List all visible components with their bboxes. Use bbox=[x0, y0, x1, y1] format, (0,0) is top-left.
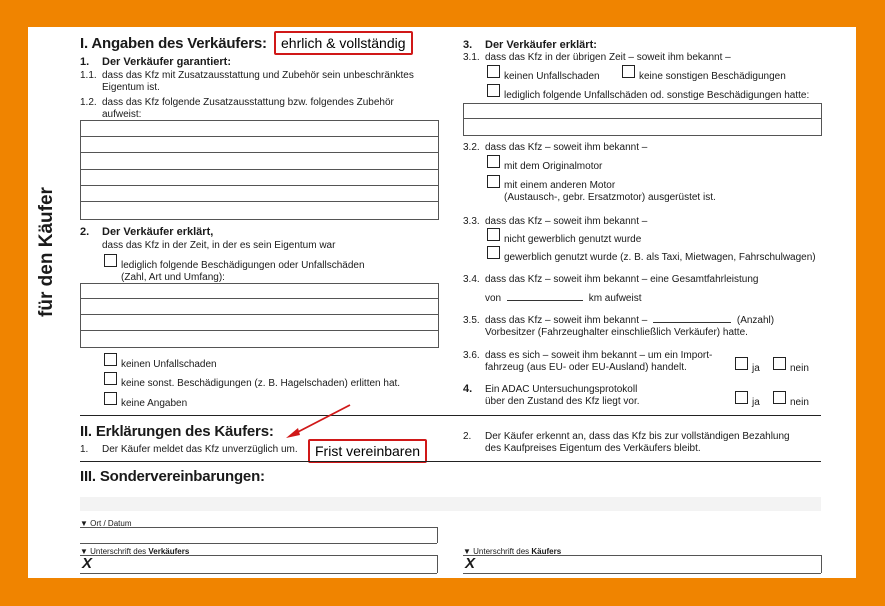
checkbox-adac-yes[interactable] bbox=[735, 391, 748, 404]
s2-text: dass das Kfz in der Zeit, in der es sein Eigentum war bbox=[102, 240, 336, 251]
buyer-sig-line bbox=[463, 573, 821, 574]
special-agreements-field[interactable] bbox=[80, 497, 821, 511]
buyer-signature-field[interactable] bbox=[479, 556, 819, 572]
s35-text: 3.5. dass das Kfz – soweit ihm bekannt – (Anzahl) Vorbesitzer (Fahrzeughalter einschließlich Verkäufer) hatte. bbox=[463, 315, 775, 338]
buyer-signature-label: ▼ Unterschrift des Käufers bbox=[463, 547, 562, 556]
callout-arrow bbox=[278, 401, 358, 441]
s31-opt2: keine sonstigen Beschädigungen bbox=[639, 71, 786, 82]
s2-title: 2. Der Verkäufer erklärt, bbox=[80, 226, 214, 238]
s11-text: 1.1. dass das Kfz mit Zusatzausstattung und Zubehör sein unbeschränktes Eigentum ist. bbox=[80, 70, 414, 93]
seller-signature-label: ▼ Unterschrift des Verkäufers bbox=[80, 547, 190, 556]
checkbox-not-commercial[interactable] bbox=[487, 228, 500, 241]
checkbox-damage-list[interactable] bbox=[104, 254, 117, 267]
arrow-head bbox=[286, 428, 300, 438]
section-divider-2 bbox=[80, 461, 821, 462]
s34-mileage: von km aufweist bbox=[485, 293, 642, 304]
section-2-heading: II. Erklärungen des Käufers: bbox=[80, 423, 274, 440]
place-date-edge bbox=[437, 527, 438, 543]
opt-no-damage: keine sonst. Beschädigungen (z. B. Hagelschaden) erlitten hat. bbox=[121, 378, 401, 389]
opt-no-accident: keinen Unfallschaden bbox=[121, 359, 217, 370]
checkbox-no-info[interactable] bbox=[104, 392, 117, 405]
contract-sheet bbox=[28, 27, 856, 578]
s31-lines[interactable] bbox=[463, 103, 822, 136]
checkbox-31-no-damage[interactable] bbox=[622, 65, 635, 78]
damage-lines[interactable] bbox=[80, 283, 439, 348]
section-1-heading: I. Angaben des Verkäufers: bbox=[80, 35, 267, 52]
s1-title: 1. Der Verkäufer garantiert: bbox=[80, 56, 231, 68]
checkbox-import-no[interactable] bbox=[773, 357, 786, 370]
mileage-field[interactable] bbox=[507, 300, 583, 301]
buyer-sign-mark: X bbox=[465, 555, 476, 572]
owners-count-field[interactable] bbox=[653, 322, 731, 323]
checkbox-31-damage-list[interactable] bbox=[487, 84, 500, 97]
s32-opt1: mit dem Originalmotor bbox=[504, 161, 603, 172]
checkbox-31-no-accident[interactable] bbox=[487, 65, 500, 78]
adac-no-label: nein bbox=[790, 397, 809, 408]
checkbox-no-damage[interactable] bbox=[104, 372, 117, 385]
section-divider bbox=[80, 415, 821, 416]
s3-title: 3. Der Verkäufer erklärt: bbox=[463, 39, 597, 51]
import-yes-label: ja bbox=[752, 363, 760, 374]
s36-text: 3.6. dass es sich – soweit ihm bekannt – um ein Import- fahrzeug (aus EU- oder EU-Ausland) handelt. bbox=[463, 350, 713, 373]
s33-opt1: nicht gewerblich genutzt wurde bbox=[504, 234, 642, 245]
s31-opt3: lediglich folgende Unfallschäden od. sonstige Beschädigungen hatte: bbox=[504, 90, 810, 101]
opt-no-info: keine Angaben bbox=[121, 398, 188, 409]
seller-sig-line bbox=[80, 573, 437, 574]
s32-opt2: mit einem anderen Motor (Austausch-, gebr. Ersatzmotor) ausgerüstet ist. bbox=[504, 180, 716, 203]
checkbox-import-yes[interactable] bbox=[735, 357, 748, 370]
s33-opt2: gewerblich genutzt wurde (z. B. als Taxi, Mietwagen, Fahrschulwagen) bbox=[504, 252, 816, 263]
k1-text: 1. Der Käufer meldet das Kfz unverzüglich um. bbox=[80, 444, 298, 455]
seller-signature-field[interactable] bbox=[96, 556, 436, 572]
callout-honest: ehrlich & vollständig bbox=[274, 31, 413, 55]
s31-opt1: keinen Unfallschaden bbox=[504, 71, 600, 82]
accessories-lines[interactable] bbox=[80, 120, 439, 220]
side-title: für den Käufer bbox=[36, 187, 57, 317]
seller-sig-edge bbox=[437, 555, 438, 573]
checkbox-no-accident[interactable] bbox=[104, 353, 117, 366]
section-3-heading: III. Sondervereinbarungen: bbox=[80, 468, 265, 485]
place-date-field[interactable] bbox=[80, 528, 437, 543]
import-no-label: nein bbox=[790, 363, 809, 374]
checkbox-commercial[interactable] bbox=[487, 246, 500, 259]
checkbox-other-engine[interactable] bbox=[487, 175, 500, 188]
s34-text: 3.4. dass das Kfz – soweit ihm bekannt – eine Gesamtfahrleistung bbox=[463, 274, 759, 285]
s32-text: 3.2. dass das Kfz – soweit ihm bekannt – bbox=[463, 142, 648, 153]
s33-text: 3.3. dass das Kfz – soweit ihm bekannt – bbox=[463, 216, 648, 227]
s2-option: lediglich folgende Beschädigungen oder Unfallschäden (Zahl, Art und Umfang): bbox=[121, 260, 365, 283]
k2-text: 2. Der Käufer erkennt an, dass das Kfz bis zur vollständigen Bezahlung des Kaufpreises Eigentum des Verkäufers bleibt. bbox=[463, 431, 790, 454]
s4-text: 4. Ein ADAC Untersuchungsprotokoll über den Zustand des Kfz liegt vor. bbox=[463, 383, 640, 407]
s31-text: 3.1. dass das Kfz in der übrigen Zeit – soweit ihm bekannt – bbox=[463, 52, 731, 63]
adac-yes-label: ja bbox=[752, 397, 760, 408]
callout-deadline: Frist vereinbaren bbox=[308, 439, 427, 463]
checkbox-original-engine[interactable] bbox=[487, 155, 500, 168]
seller-sign-mark: X bbox=[82, 555, 93, 572]
place-date-line bbox=[80, 543, 437, 544]
place-date-label: ▼ Ort / Datum bbox=[80, 519, 132, 528]
arrow-line bbox=[292, 405, 350, 435]
s12-text: 1.2. dass das Kfz folgende Zusatzausstattung bzw. folgendes Zubehör aufweist: bbox=[80, 97, 394, 120]
checkbox-adac-no[interactable] bbox=[773, 391, 786, 404]
buyer-sig-edge bbox=[821, 555, 822, 573]
